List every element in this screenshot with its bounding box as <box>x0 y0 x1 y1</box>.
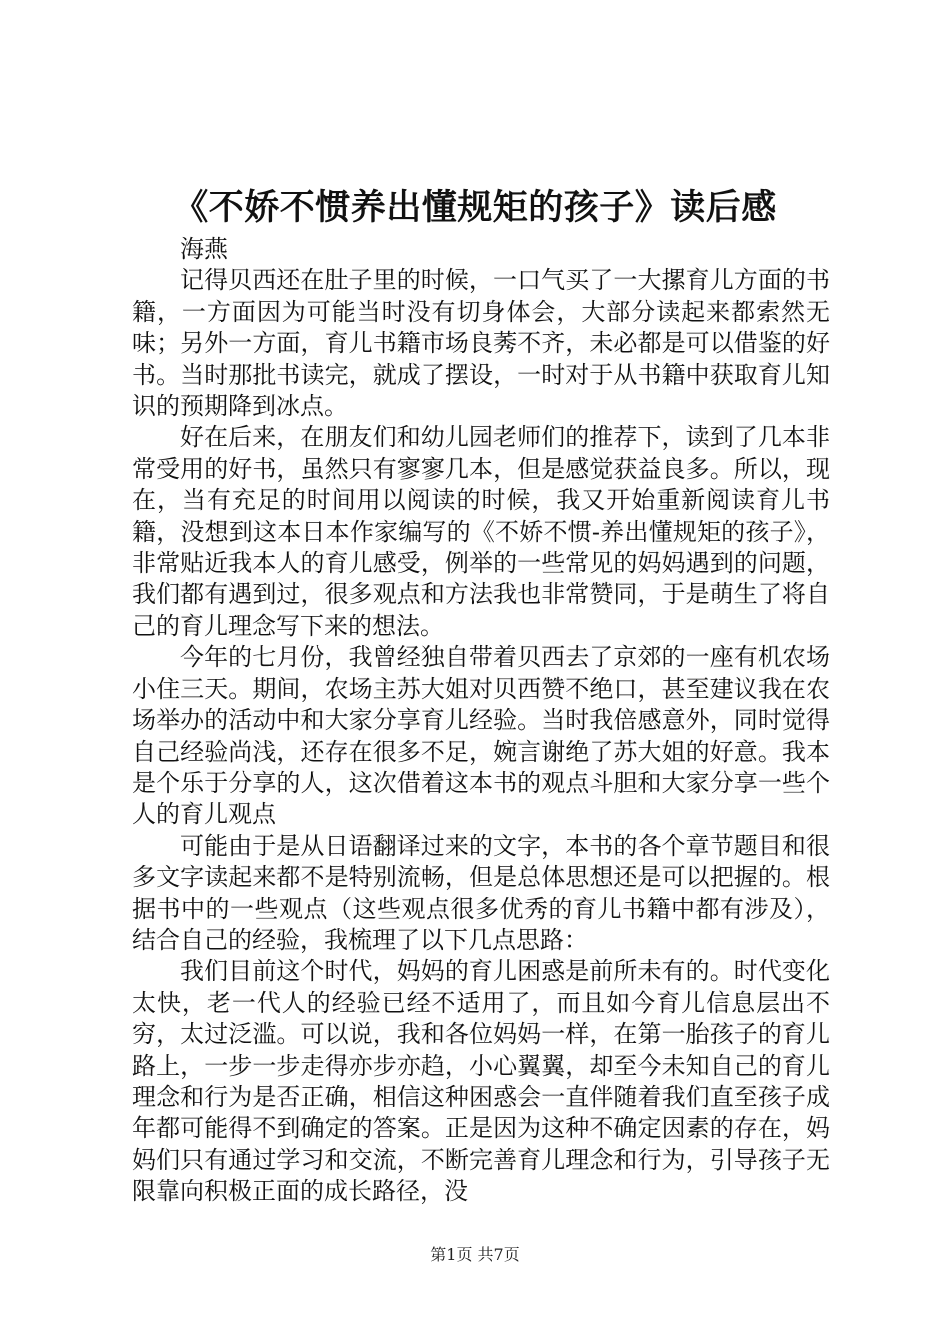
paragraph: 记得贝西还在肚子里的时候，一口气买了一大摞育儿方面的书籍，一方面因为可能当时没有切身体会，大部分读起来都索然无味；另外一方面，育儿书籍市场良莠不齐，未必都是可以借鉴的好书。当时那批书读完，就成了摆设，一时对于从书籍中获取育儿知识的预期降到冰点。 <box>132 266 830 421</box>
paragraph: 可能由于是从日语翻译过来的文字，本书的各个章节题目和很多文字读起来都不是特别流畅，但是总体思想还是可以把握的。根据书中的一些观点（这些观点很多优秀的育儿书籍中都有涉及），结合自己的经验，我梳理了以下几点思路： <box>132 831 830 954</box>
document-title: 《不娇不惯养出懂规矩的孩子》读后感 <box>173 187 777 228</box>
paragraph: 我们目前这个时代，妈妈的育儿困惑是前所未有的。时代变化太快，老一代人的经验已经不适用了，而且如今育儿信息层出不穷，太过泛滥。可以说，我和各位妈妈一样，在第一胎孩子的育儿路上，一步一步走得亦步亦趋，小心翼翼，却至今未知自己的育儿理念和行为是否正确，相信这种困惑会一直伴随着我们直至孩子成年都可能得不到确定的答案。正是因为这种不确定因素的存在，妈妈们只有通过学习和交流，不断完善育儿理念和行为，引导孩子无限靠向积极正面的成长路径，没 <box>132 957 830 1206</box>
page-number-footer: 第1页 共7页 <box>430 1245 520 1264</box>
paragraph: 今年的七月份，我曾经独自带着贝西去了京郊的一座有机农场小住三天。期间，农场主苏大姐对贝西赞不绝口，甚至建议我在农场举办的活动中和大家分享育儿经验。当时我倍感意外，同时觉得自己经验尚浅，还存在很多不足，婉言谢绝了苏大姐的好意。我本是个乐于分享的人，这次借着这本书的观点斗胆和大家分享一些个人的育儿观点 <box>132 643 830 829</box>
author-name: 海燕 <box>180 235 228 263</box>
paragraph: 好在后来，在朋友们和幼儿园老师们的推荐下，读到了几本非常受用的好书，虽然只有寥寥几本，但是感觉获益良多。所以，现在，当有充足的时间用以阅读的时候，我又开始重新阅读育儿书籍，没想到这本日本作家编写的《不娇不惯-养出懂规矩的孩子》，非常贴近我本人的育儿感受，例举的一些常见的妈妈遇到的问题，我们都有遇到过，很多观点和方法我也非常赞同，于是萌生了将自己的育儿理念写下来的想法。 <box>132 423 830 640</box>
document-body <box>132 234 830 1208</box>
